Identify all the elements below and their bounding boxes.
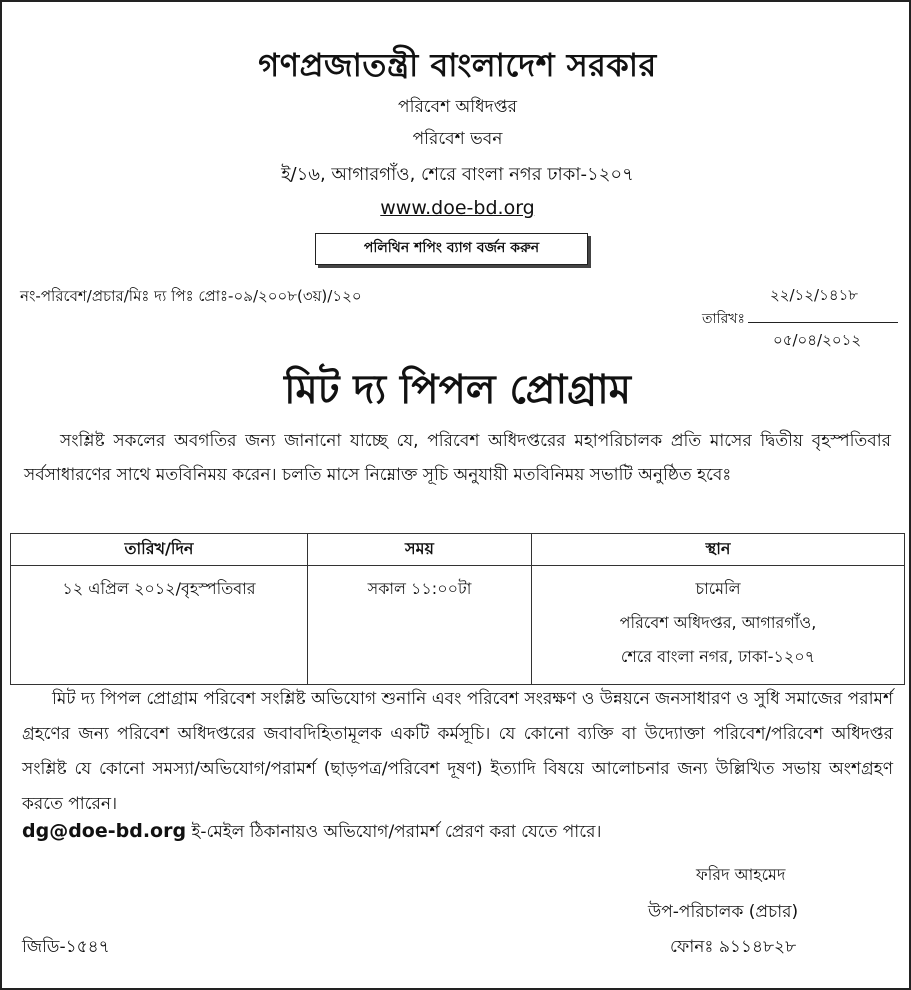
gd-number: জিডি-১৫৪৭ xyxy=(22,937,110,957)
intro-paragraph: সংশ্লিষ্ট সকলের অবগতির জন্য জানানো যাচ্ছে যে, পরিবেশ অধিদপ্তরের মহাপরিচালক প্রতি মাসের দ্বিতীয় বৃহস্পতিবার সর্বসাধারণের সাথে মতবিনিময় করেন। চলতি মাসে নিম্নোক্ত সূচি অনুযায়ী মতবিনিময় সভাটি অনুষ্ঠিত হবেঃ xyxy=(24,431,891,485)
header-venue: স্থান xyxy=(532,534,905,566)
schedule-header-row xyxy=(11,534,905,566)
date-divider xyxy=(748,322,898,323)
polythene-notice-box: পলিথিন শপিং ব্যাগ বর্জন করুন xyxy=(315,233,588,265)
header-date: তারিখ/দিন xyxy=(11,534,308,566)
department-name: পরিবেশ অধিদপ্তর xyxy=(398,97,517,117)
schedule-venue xyxy=(532,566,905,685)
program-title: মিট দ্য পিপল প্রোগ্রাম xyxy=(284,367,631,413)
signatory-title: উপ-পরিচালক (প্রচার) xyxy=(648,902,799,922)
header-time: সময় xyxy=(308,534,532,566)
office-address: ই/১৬, আগারগাঁও, শেরে বাংলা নগর ঢাকা-১২০৭ xyxy=(281,164,634,185)
website-link[interactable]: www.doe-bd.org xyxy=(380,197,535,219)
schedule-row xyxy=(11,566,905,685)
building-name: পরিবেশ ভবন xyxy=(412,129,503,149)
venue-line-3: শেরে বাংলা নগর, ঢাকা-১২০৭ xyxy=(620,647,816,666)
signatory-name: ফরিদ আহমেদ xyxy=(696,865,786,884)
schedule-time: সকাল ১১:০০টা xyxy=(308,566,532,685)
phone-number: ফোনঃ ৯১১৪৮২৮ xyxy=(670,937,797,957)
date-gregorian: ০৫/০৪/২০১২ xyxy=(773,331,862,349)
venue-line-2: পরিবেশ অধিদপ্তর, আগারগাঁও, xyxy=(619,613,817,632)
schedule-date: ১২ এপ্রিল ২০১২/বৃহস্পতিবার xyxy=(11,566,308,685)
memo-number: নং-পরিবেশ/প্রচার/মিঃ দ্য পিঃ প্রোঃ-০৯/২০০৮(৩য়)/১২০ xyxy=(20,287,362,305)
program-description: মিট দ্য পিপল প্রোগ্রাম পরিবেশ সংশ্লিষ্ট অভিযোগ শুনানি এবং পরিবেশ সংরক্ষণ ও উন্নয়নে জনসাধারণ ও সুধি সমাজের পরামর্শ গ্রহণের জন্য পরিবেশ অধিদপ্তরের জবাবদিহিতামূলক একটি কর্মসূচি। যে কোনো ব্যক্তি বা উদ্যোক্তা পরিবেশ/পরিবেশ অধিদপ্তর সংশ্লিষ্ট যে কোনো সমস্যা/অভিযোগ/পরামর্শ (ছাড়পত্র/পরিবেশ দূষণ) ইত্যাদি বিষয়ে আলোচনার জন্য উল্লিখিত সভায় অংশগ্রহণ করতে পারেন। xyxy=(22,689,893,814)
email-line xyxy=(22,819,602,847)
venue-line-1: চামেলি xyxy=(695,579,741,598)
email-line-text: ই-মেইল ঠিকানায়ও অভিযোগ/পরামর্শ প্রেরণ করা যেতে পারে। xyxy=(186,822,602,842)
schedule-table xyxy=(10,533,905,685)
government-title: গণপ্রজাতন্ত্রী বাংলাদেশ সরকার xyxy=(258,46,657,84)
contact-email[interactable]: dg@doe-bd.org xyxy=(22,820,187,842)
date-label: তারিখঃ xyxy=(702,311,745,327)
date-hijri: ২২/১২/১৪১৮ xyxy=(770,286,859,304)
